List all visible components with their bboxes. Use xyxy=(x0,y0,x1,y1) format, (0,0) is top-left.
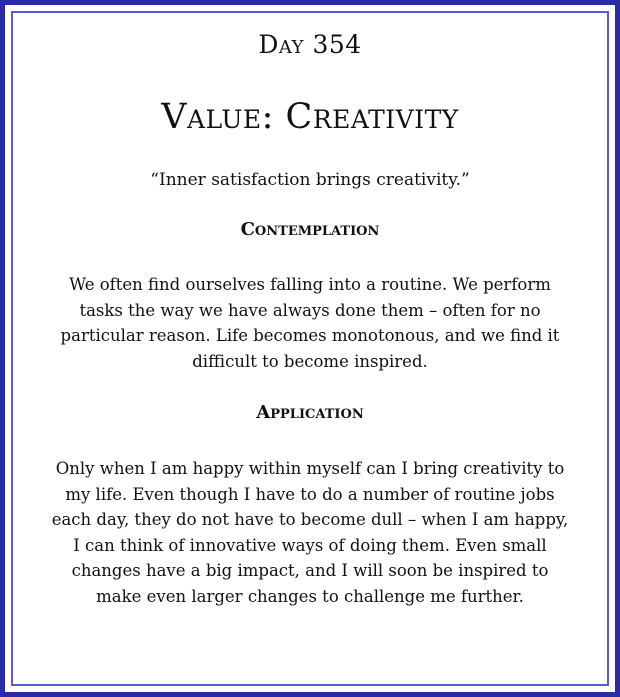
value-title: Value: Creativity xyxy=(161,97,459,137)
day-label: Day 354 xyxy=(258,30,362,59)
contemplation-paragraph: We often find ourselves falling into a routine. We perform tasks the way we have always done them – often for no particular reason. Life becomes monotonous, and we find it difficult to become inspired. xyxy=(60,275,560,371)
contemplation-heading: Contemplation xyxy=(240,219,380,240)
application-paragraph: Only when I am happy within myself can I bring creativity to my life. Even though I have to do a number of routine jobs each day, they do not have to become dull – when I am happy, I can think of innovative ways of doing them. Even small changes have a big impact, and I will soon be inspired to make even larger changes to challenge me further. xyxy=(51,459,569,606)
application-heading: Application xyxy=(256,402,364,423)
quote: “Inner satisfaction brings creativity.” xyxy=(150,170,470,190)
